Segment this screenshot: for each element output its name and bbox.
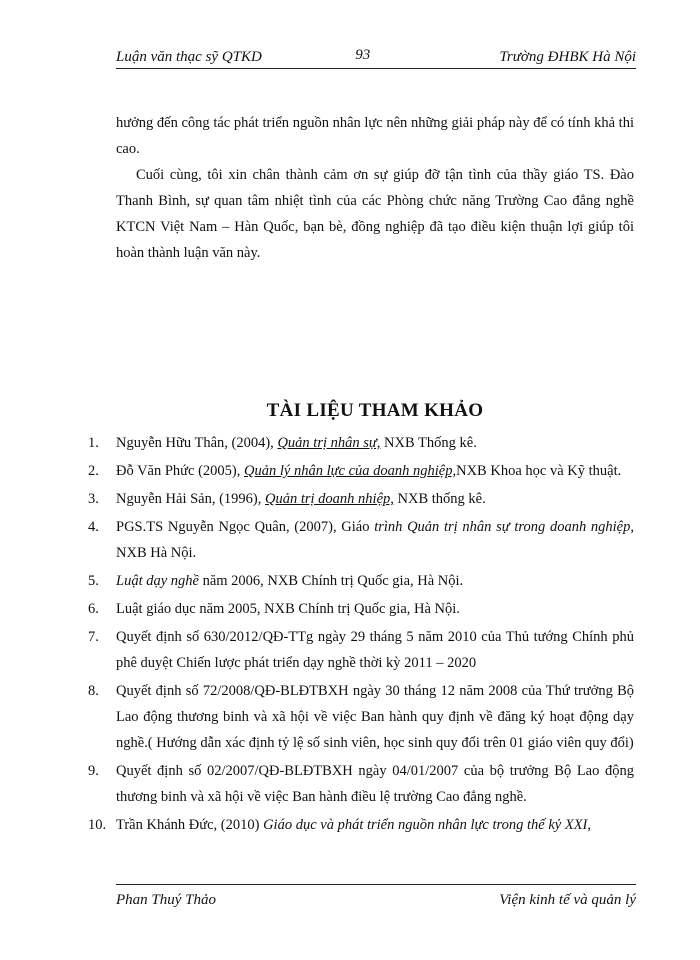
reference-number: 6. xyxy=(88,601,99,617)
reference-publisher: NXB Hà Nội. xyxy=(116,545,197,561)
reference-title: Luật dạy nghề xyxy=(116,573,199,589)
reference-number: 1. xyxy=(88,435,99,451)
reference-item xyxy=(88,624,634,676)
reference-text: Đỗ Văn Phức (2005), xyxy=(116,463,245,479)
page-footer xyxy=(116,892,636,909)
page-number: 93 xyxy=(355,47,371,63)
reference-item xyxy=(88,430,634,456)
paragraph: Cuối cùng, tôi xin chân thành cảm ơn sự giúp đỡ tận tình của thầy giáo TS. Đào Thanh Bình, sự quan tâm nhiệt tình của các Phòng chức năng Trường Cao đẳng nghề KTCN Việt Nam – Hàn Quốc, bạn bè, đồng nghiệp đã tạo điều kiện thuận lợi giúp tôi hoàn thành luận văn này. xyxy=(116,167,634,261)
reference-text: Trần Khánh Đức, (2010) xyxy=(116,817,264,833)
reference-item xyxy=(88,678,634,756)
reference-item xyxy=(88,458,634,484)
reference-title: Quản trị nhân sự, xyxy=(277,435,381,451)
header-thesis-title: Luận văn thạc sỹ QTKD xyxy=(116,49,262,65)
reference-publisher: , xyxy=(587,817,591,833)
reference-title: Quản trị doanh nhiệp, xyxy=(265,491,394,507)
reference-item xyxy=(88,486,634,512)
reference-text: PGS.TS Nguyễn Ngọc Quân, (2007), Giáo xyxy=(116,519,375,535)
reference-title: Quản lý nhân lực của doanh nghiệp, xyxy=(244,463,457,479)
reference-text: Quyết định số 72/2008/QĐ-BLĐTBXH ngày 30 tháng 12 năm 2008 của Thứ trưởng Bộ Lao động thương binh và xã hội về việc Ban hành quy định về đăng ký hoạt động dạy nghề.( Hướng dẫn xác định tỷ lệ số sinh viên, học sinh quy đổi trên 01 giáo viên quy đổi) xyxy=(116,683,634,751)
reference-text: Nguyễn Hải Sản, (1996), xyxy=(116,491,266,507)
reference-text: Luật giáo dục năm 2005, NXB Chính trị Quốc gia, Hà Nội. xyxy=(116,601,460,617)
footer-author: Phan Thuý Thảo xyxy=(116,892,217,908)
reference-number: 10. xyxy=(88,817,107,833)
reference-number: 8. xyxy=(88,683,99,699)
reference-item xyxy=(88,596,634,622)
reference-number: 4. xyxy=(88,519,99,535)
reference-number: 7. xyxy=(88,629,99,645)
reference-publisher: NXB Khoa học và Kỹ thuật. xyxy=(456,463,622,479)
reference-text: Nguyễn Hữu Thân, (2004), xyxy=(116,435,278,451)
reference-publisher: NXB thống kê. xyxy=(393,491,486,507)
reference-number: 5. xyxy=(88,573,99,589)
reference-text: Quyết định số 630/2012/QĐ-TTg ngày 29 tháng 5 năm 2010 của Thủ tướng Chính phủ phê duyệt Chiến lược phát triển dạy nghề thời kỳ 2011 – 2020 xyxy=(116,629,634,671)
reference-publisher: năm 2006, NXB Chính trị Quốc gia, Hà Nội. xyxy=(198,573,464,589)
reference-number: 9. xyxy=(88,763,99,779)
header-university: Trường ĐHBK Hà Nội xyxy=(499,49,636,65)
reference-item xyxy=(88,812,634,838)
reference-number: 2. xyxy=(88,463,99,479)
reference-title: trình Quản trị nhân sự trong doanh nghiệp, xyxy=(374,519,634,535)
references-title: TÀI LIỆU THAM KHẢO xyxy=(266,400,484,421)
footer-institute: Viện kinh tế và quản lý xyxy=(499,892,636,908)
reference-number: 3. xyxy=(88,491,99,507)
reference-item xyxy=(88,514,634,566)
reference-item xyxy=(88,568,634,594)
paragraph: hưởng đến công tác phát triển nguồn nhân lực nên những giải pháp này để có tính khả thi cao. xyxy=(116,115,634,157)
footer-divider xyxy=(116,884,636,885)
closing-text xyxy=(116,110,634,266)
reference-title: Giáo dục và phát triển nguồn nhân lực trong thế kỷ XXI xyxy=(263,817,588,833)
reference-item xyxy=(88,758,634,810)
references-list xyxy=(88,430,634,840)
page-header xyxy=(116,44,636,69)
reference-text: Quyết định số 02/2007/QĐ-BLĐTBXH ngày 04/01/2007 của bộ trưởng Bộ Lao động thương binh và xã hội về việc Ban hành điều lệ trường Cao đẳng nghề. xyxy=(116,763,634,805)
reference-publisher: NXB Thống kê. xyxy=(380,435,477,451)
